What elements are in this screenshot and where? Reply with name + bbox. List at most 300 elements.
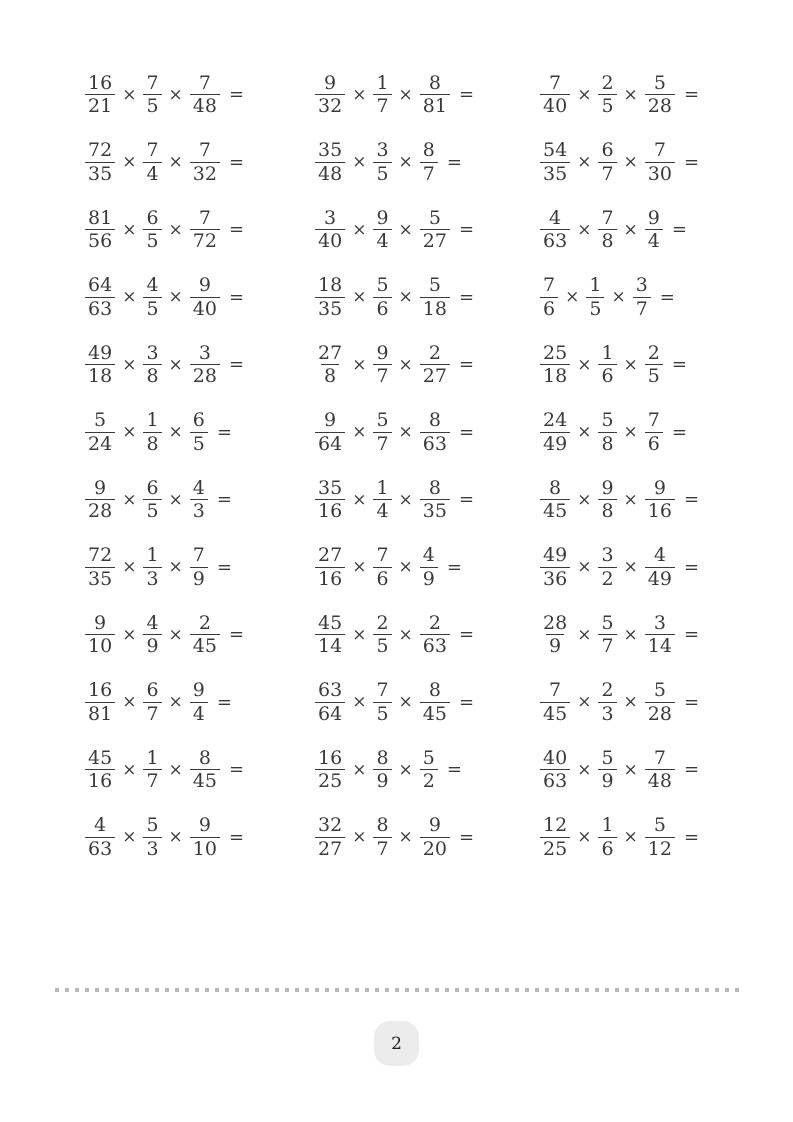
fraction-1-denominator: 63 bbox=[540, 769, 570, 792]
multiply-sign: × bbox=[577, 827, 592, 848]
fraction-2-denominator: 2 bbox=[598, 567, 616, 590]
fraction-1-numerator: 81 bbox=[88, 206, 113, 229]
fraction-1 bbox=[540, 140, 570, 184]
fraction-3 bbox=[420, 343, 450, 387]
equals-sign: = bbox=[228, 624, 245, 646]
equals-sign: = bbox=[446, 759, 462, 781]
fraction-1 bbox=[540, 73, 570, 117]
fraction-multiplication-problem bbox=[540, 331, 770, 399]
fraction-3-numerator: 8 bbox=[428, 476, 441, 499]
fraction-1-denominator: 40 bbox=[540, 94, 570, 117]
fraction-2-denominator: 5 bbox=[373, 162, 391, 185]
fraction-3-denominator: 45 bbox=[190, 634, 220, 657]
multiply-sign: × bbox=[398, 84, 413, 105]
fraction-1-numerator: 9 bbox=[324, 409, 337, 432]
fraction-2 bbox=[143, 275, 161, 319]
fraction-2-denominator: 7 bbox=[598, 634, 616, 657]
fraction-2-numerator: 4 bbox=[146, 611, 159, 634]
fraction-2-denominator: 8 bbox=[598, 229, 616, 252]
fraction-3 bbox=[190, 343, 220, 387]
fraction-2-denominator: 5 bbox=[143, 297, 161, 320]
multiply-sign: × bbox=[623, 557, 638, 578]
fraction-2-denominator: 5 bbox=[143, 94, 161, 117]
fraction-3-numerator: 9 bbox=[192, 679, 205, 702]
equals-sign: = bbox=[458, 826, 475, 848]
multiply-sign: × bbox=[577, 84, 592, 105]
multiply-sign: × bbox=[577, 489, 592, 510]
fraction-3-numerator: 5 bbox=[653, 679, 666, 702]
fraction-3-denominator: 10 bbox=[190, 837, 220, 860]
multiply-sign: × bbox=[352, 692, 367, 713]
equals-sign: = bbox=[671, 354, 687, 376]
fraction-1 bbox=[85, 545, 115, 589]
fraction-1-denominator: 36 bbox=[540, 567, 570, 590]
fraction-1-denominator: 40 bbox=[315, 229, 345, 252]
fraction-1-denominator: 9 bbox=[546, 634, 564, 657]
fraction-3 bbox=[645, 208, 663, 252]
equals-sign: = bbox=[228, 759, 245, 781]
multiply-sign: × bbox=[398, 827, 413, 848]
fraction-2-numerator: 3 bbox=[601, 544, 614, 567]
fraction-multiplication-problem bbox=[85, 601, 315, 669]
fraction-1-numerator: 16 bbox=[318, 746, 343, 769]
fraction-multiplication-problem bbox=[540, 534, 770, 602]
equals-sign: = bbox=[683, 151, 700, 173]
multiply-sign: × bbox=[623, 84, 638, 105]
fraction-3-numerator: 9 bbox=[198, 814, 211, 837]
fraction-2-numerator: 1 bbox=[146, 409, 159, 432]
fraction-multiplication-problem bbox=[315, 804, 540, 872]
fraction-3-denominator: 28 bbox=[645, 702, 675, 725]
multiply-sign: × bbox=[623, 827, 638, 848]
fraction-1-denominator: 81 bbox=[85, 702, 115, 725]
fraction-3 bbox=[420, 815, 450, 859]
fraction-1-denominator: 14 bbox=[315, 634, 345, 657]
fraction-2-numerator: 6 bbox=[146, 679, 159, 702]
fraction-1-denominator: 16 bbox=[315, 499, 345, 522]
fraction-2 bbox=[373, 140, 391, 184]
fraction-1-numerator: 64 bbox=[88, 274, 113, 297]
fraction-3-numerator: 4 bbox=[422, 544, 435, 567]
fraction-1-numerator: 63 bbox=[318, 679, 343, 702]
fraction-2-denominator: 6 bbox=[373, 297, 391, 320]
fraction-2-numerator: 6 bbox=[146, 206, 159, 229]
fraction-3 bbox=[190, 613, 220, 657]
fraction-3-denominator: 20 bbox=[420, 837, 450, 860]
fraction-1-denominator: 64 bbox=[315, 432, 345, 455]
fraction-1 bbox=[315, 73, 345, 117]
fraction-2 bbox=[143, 613, 161, 657]
fraction-3 bbox=[645, 613, 675, 657]
fraction-2 bbox=[143, 208, 161, 252]
fraction-2 bbox=[143, 815, 161, 859]
fraction-2-numerator: 1 bbox=[601, 341, 614, 364]
fraction-3 bbox=[645, 73, 675, 117]
fraction-1 bbox=[315, 343, 345, 387]
fraction-2-denominator: 9 bbox=[143, 634, 161, 657]
fraction-1-numerator: 72 bbox=[88, 139, 113, 162]
fraction-multiplication-problem bbox=[315, 601, 540, 669]
fraction-1-numerator: 9 bbox=[94, 611, 107, 634]
fraction-1 bbox=[85, 208, 115, 252]
fraction-2 bbox=[143, 478, 161, 522]
multiply-sign: × bbox=[122, 84, 137, 105]
multiply-sign: × bbox=[565, 287, 580, 308]
multiply-sign: × bbox=[577, 759, 592, 780]
equals-sign: = bbox=[458, 219, 475, 241]
fraction-2-denominator: 4 bbox=[143, 162, 161, 185]
fraction-3 bbox=[645, 545, 675, 589]
fraction-3-denominator: 63 bbox=[420, 634, 450, 657]
multiply-sign: × bbox=[122, 624, 137, 645]
equals-sign: = bbox=[216, 421, 232, 443]
fraction-1-denominator: 18 bbox=[540, 364, 570, 387]
fraction-2-denominator: 8 bbox=[143, 364, 161, 387]
fraction-3-denominator: 18 bbox=[420, 297, 450, 320]
fraction-multiplication-problem bbox=[540, 399, 770, 467]
fraction-3 bbox=[420, 545, 438, 589]
fraction-1 bbox=[85, 73, 115, 117]
fraction-1-numerator: 7 bbox=[549, 679, 562, 702]
fraction-1-numerator: 72 bbox=[88, 544, 113, 567]
dotted-divider bbox=[55, 988, 741, 992]
fraction-3-numerator: 9 bbox=[647, 206, 660, 229]
fraction-3 bbox=[645, 815, 675, 859]
multiply-sign: × bbox=[623, 354, 638, 375]
fraction-3-numerator: 8 bbox=[428, 679, 441, 702]
fraction-multiplication-problem bbox=[315, 196, 540, 264]
fraction-3-denominator: 35 bbox=[420, 499, 450, 522]
fraction-3 bbox=[420, 680, 450, 724]
fraction-2-denominator: 9 bbox=[598, 769, 616, 792]
fraction-3-denominator: 3 bbox=[190, 499, 208, 522]
multiply-sign: × bbox=[623, 219, 638, 240]
fraction-3 bbox=[420, 140, 438, 184]
fraction-2-numerator: 7 bbox=[376, 679, 389, 702]
multiply-sign: × bbox=[623, 692, 638, 713]
fraction-1-denominator: 32 bbox=[315, 94, 345, 117]
fraction-3-denominator: 16 bbox=[645, 499, 675, 522]
fraction-1-numerator: 27 bbox=[318, 341, 343, 364]
fraction-2 bbox=[598, 343, 616, 387]
fraction-1 bbox=[315, 680, 345, 724]
fraction-2-numerator: 9 bbox=[601, 476, 614, 499]
fraction-1 bbox=[540, 545, 570, 589]
fraction-1-numerator: 8 bbox=[549, 476, 562, 499]
fraction-2 bbox=[598, 613, 616, 657]
fraction-1 bbox=[85, 613, 115, 657]
fraction-1-numerator: 7 bbox=[543, 274, 556, 297]
equals-sign: = bbox=[458, 624, 475, 646]
fraction-1-denominator: 6 bbox=[540, 297, 558, 320]
fraction-1 bbox=[85, 410, 115, 454]
fraction-3-denominator: 28 bbox=[645, 94, 675, 117]
equals-sign: = bbox=[216, 556, 232, 578]
multiply-sign: × bbox=[352, 287, 367, 308]
equals-sign: = bbox=[216, 489, 232, 511]
fraction-3-denominator: 5 bbox=[190, 432, 208, 455]
fraction-1 bbox=[315, 613, 345, 657]
equals-sign: = bbox=[458, 84, 475, 106]
fraction-2-denominator: 7 bbox=[373, 94, 391, 117]
fraction-multiplication-problem bbox=[540, 601, 770, 669]
fraction-1 bbox=[540, 275, 558, 319]
fraction-3-denominator: 81 bbox=[420, 94, 450, 117]
fraction-1-denominator: 63 bbox=[85, 837, 115, 860]
fraction-2-denominator: 5 bbox=[598, 94, 616, 117]
fraction-2 bbox=[143, 680, 161, 724]
fraction-2-numerator: 5 bbox=[601, 746, 614, 769]
fraction-multiplication-problem bbox=[85, 399, 315, 467]
fraction-3-denominator: 4 bbox=[645, 229, 663, 252]
fraction-2 bbox=[143, 140, 161, 184]
fraction-2-denominator: 7 bbox=[373, 432, 391, 455]
fraction-3-numerator: 8 bbox=[428, 409, 441, 432]
fraction-3-numerator: 7 bbox=[198, 71, 211, 94]
fraction-2 bbox=[143, 545, 161, 589]
fraction-2 bbox=[373, 275, 391, 319]
fraction-3-numerator: 5 bbox=[653, 71, 666, 94]
multiply-sign: × bbox=[352, 84, 367, 105]
multiply-sign: × bbox=[122, 827, 137, 848]
fraction-multiplication-problem bbox=[540, 736, 770, 804]
fraction-2 bbox=[373, 748, 391, 792]
multiply-sign: × bbox=[352, 219, 367, 240]
fraction-1-numerator: 24 bbox=[543, 409, 568, 432]
fraction-1-denominator: 49 bbox=[540, 432, 570, 455]
fraction-1 bbox=[85, 815, 115, 859]
fraction-3-denominator: 45 bbox=[420, 702, 450, 725]
fraction-2 bbox=[598, 478, 616, 522]
fraction-3-denominator: 7 bbox=[420, 162, 438, 185]
fraction-multiplication-problem bbox=[85, 669, 315, 737]
fraction-3-denominator: 5 bbox=[645, 364, 663, 387]
fraction-1 bbox=[85, 275, 115, 319]
multiply-sign: × bbox=[352, 422, 367, 443]
fraction-1-denominator: 56 bbox=[85, 229, 115, 252]
fraction-2-numerator: 7 bbox=[601, 206, 614, 229]
multiply-sign: × bbox=[352, 759, 367, 780]
fraction-1-numerator: 3 bbox=[324, 206, 337, 229]
fraction-2-denominator: 3 bbox=[143, 837, 161, 860]
fraction-2 bbox=[598, 410, 616, 454]
multiply-sign: × bbox=[168, 489, 183, 510]
fraction-multiplication-problem bbox=[315, 264, 540, 332]
fraction-3-numerator: 9 bbox=[653, 476, 666, 499]
fraction-multiplication-problem bbox=[315, 669, 540, 737]
fraction-1-denominator: 63 bbox=[85, 297, 115, 320]
fraction-3-denominator: 9 bbox=[190, 567, 208, 590]
page-number-badge bbox=[374, 1021, 419, 1066]
fraction-3-denominator: 40 bbox=[190, 297, 220, 320]
fraction-2-denominator: 8 bbox=[598, 499, 616, 522]
equals-sign: = bbox=[671, 421, 687, 443]
fraction-1-denominator: 10 bbox=[85, 634, 115, 657]
fraction-3 bbox=[420, 208, 450, 252]
fraction-3 bbox=[645, 748, 675, 792]
multiply-sign: × bbox=[577, 219, 592, 240]
equals-sign: = bbox=[671, 219, 687, 241]
fraction-3 bbox=[420, 748, 438, 792]
multiply-sign: × bbox=[398, 422, 413, 443]
fraction-3 bbox=[190, 73, 220, 117]
fraction-1-denominator: 16 bbox=[85, 769, 115, 792]
fraction-3-numerator: 6 bbox=[192, 409, 205, 432]
fraction-3-numerator: 2 bbox=[198, 611, 211, 634]
fraction-1 bbox=[540, 208, 570, 252]
multiply-sign: × bbox=[352, 152, 367, 173]
multiply-sign: × bbox=[122, 354, 137, 375]
equals-sign: = bbox=[458, 354, 475, 376]
fraction-2 bbox=[373, 815, 391, 859]
fraction-3 bbox=[420, 478, 450, 522]
fraction-2 bbox=[598, 680, 616, 724]
fraction-3-denominator: 49 bbox=[645, 567, 675, 590]
fraction-2 bbox=[598, 748, 616, 792]
fraction-multiplication-problem bbox=[85, 264, 315, 332]
fraction-3-denominator: 45 bbox=[190, 769, 220, 792]
fraction-2-denominator: 7 bbox=[598, 162, 616, 185]
fraction-multiplication-problem bbox=[315, 466, 540, 534]
fraction-3 bbox=[190, 680, 208, 724]
equals-sign: = bbox=[228, 84, 245, 106]
fraction-1 bbox=[315, 208, 345, 252]
fraction-1-numerator: 9 bbox=[94, 476, 107, 499]
equals-sign: = bbox=[228, 826, 245, 848]
multiply-sign: × bbox=[168, 422, 183, 443]
equals-sign: = bbox=[458, 489, 475, 511]
fraction-2 bbox=[598, 815, 616, 859]
multiply-sign: × bbox=[168, 219, 183, 240]
fraction-3-denominator: 6 bbox=[645, 432, 663, 455]
fraction-multiplication-problem bbox=[85, 466, 315, 534]
multiply-sign: × bbox=[623, 152, 638, 173]
fraction-1 bbox=[540, 343, 570, 387]
fraction-3-numerator: 2 bbox=[428, 341, 441, 364]
fraction-3-denominator: 28 bbox=[190, 364, 220, 387]
fraction-1-denominator: 18 bbox=[85, 364, 115, 387]
fraction-multiplication-problem bbox=[85, 331, 315, 399]
fraction-3 bbox=[645, 343, 663, 387]
fraction-1-denominator: 35 bbox=[85, 567, 115, 590]
fraction-multiplication-problem bbox=[315, 736, 540, 804]
fraction-multiplication-problem bbox=[540, 804, 770, 872]
fraction-3-numerator: 5 bbox=[422, 746, 435, 769]
fraction-3 bbox=[645, 478, 675, 522]
fraction-multiplication-problem bbox=[315, 534, 540, 602]
multiply-sign: × bbox=[122, 422, 137, 443]
multiply-sign: × bbox=[122, 759, 137, 780]
fraction-3-numerator: 5 bbox=[653, 814, 666, 837]
fraction-2-numerator: 5 bbox=[376, 274, 389, 297]
fraction-3-numerator: 9 bbox=[198, 274, 211, 297]
fraction-1 bbox=[315, 545, 345, 589]
fraction-3-denominator: 27 bbox=[420, 364, 450, 387]
fraction-2-denominator: 7 bbox=[373, 837, 391, 860]
fraction-3-numerator: 8 bbox=[198, 746, 211, 769]
fraction-3-numerator: 5 bbox=[428, 274, 441, 297]
fraction-1 bbox=[540, 478, 570, 522]
fraction-multiplication-problem bbox=[540, 669, 770, 737]
fraction-multiplication-problem bbox=[85, 804, 315, 872]
fraction-3-denominator: 32 bbox=[190, 162, 220, 185]
fraction-1-numerator: 5 bbox=[94, 409, 107, 432]
fraction-3 bbox=[190, 748, 220, 792]
fraction-3-denominator: 48 bbox=[190, 94, 220, 117]
fraction-2-denominator: 7 bbox=[143, 769, 161, 792]
multiply-sign: × bbox=[352, 827, 367, 848]
fraction-1 bbox=[315, 748, 345, 792]
fraction-1-numerator: 4 bbox=[549, 206, 562, 229]
fraction-2-numerator: 5 bbox=[601, 611, 614, 634]
fraction-2 bbox=[373, 478, 391, 522]
fraction-2-numerator: 2 bbox=[376, 611, 389, 634]
multiply-sign: × bbox=[122, 287, 137, 308]
fraction-1-denominator: 16 bbox=[315, 567, 345, 590]
fraction-3 bbox=[633, 275, 651, 319]
multiply-sign: × bbox=[168, 287, 183, 308]
fraction-multiplication-problem bbox=[315, 331, 540, 399]
fraction-2 bbox=[373, 545, 391, 589]
fraction-3-numerator: 7 bbox=[192, 544, 205, 567]
multiply-sign: × bbox=[577, 152, 592, 173]
fraction-2-denominator: 5 bbox=[143, 229, 161, 252]
multiply-sign: × bbox=[623, 422, 638, 443]
equals-sign: = bbox=[216, 691, 232, 713]
fraction-2-denominator: 4 bbox=[373, 499, 391, 522]
multiply-sign: × bbox=[398, 354, 413, 375]
fraction-3 bbox=[190, 275, 220, 319]
fraction-3 bbox=[190, 478, 208, 522]
equals-sign: = bbox=[458, 691, 475, 713]
fraction-2 bbox=[143, 73, 161, 117]
fraction-2-denominator: 3 bbox=[598, 702, 616, 725]
fraction-1-denominator: 35 bbox=[315, 297, 345, 320]
fraction-1-numerator: 25 bbox=[543, 341, 568, 364]
fraction-2 bbox=[373, 208, 391, 252]
fraction-3-numerator: 7 bbox=[653, 746, 666, 769]
fraction-1-numerator: 35 bbox=[318, 476, 343, 499]
fraction-3 bbox=[420, 613, 450, 657]
equals-sign: = bbox=[683, 759, 700, 781]
multiply-sign: × bbox=[623, 624, 638, 645]
fraction-2-numerator: 1 bbox=[146, 544, 159, 567]
problem-grid bbox=[85, 61, 770, 871]
fraction-3-numerator: 3 bbox=[635, 274, 648, 297]
fraction-1 bbox=[85, 680, 115, 724]
fraction-3-numerator: 2 bbox=[647, 341, 660, 364]
fraction-multiplication-problem bbox=[85, 129, 315, 197]
multiply-sign: × bbox=[168, 152, 183, 173]
equals-sign: = bbox=[683, 691, 700, 713]
fraction-1 bbox=[315, 140, 345, 184]
fraction-2-numerator: 6 bbox=[601, 139, 614, 162]
fraction-1 bbox=[540, 410, 570, 454]
multiply-sign: × bbox=[352, 354, 367, 375]
equals-sign: = bbox=[446, 556, 462, 578]
fraction-3 bbox=[645, 680, 675, 724]
fraction-2-numerator: 9 bbox=[376, 206, 389, 229]
fraction-2-numerator: 5 bbox=[146, 814, 159, 837]
fraction-2 bbox=[586, 275, 604, 319]
equals-sign: = bbox=[228, 354, 245, 376]
fraction-1 bbox=[85, 343, 115, 387]
fraction-2-numerator: 9 bbox=[376, 341, 389, 364]
multiply-sign: × bbox=[122, 692, 137, 713]
multiply-sign: × bbox=[577, 557, 592, 578]
equals-sign: = bbox=[683, 556, 700, 578]
fraction-2-numerator: 6 bbox=[146, 476, 159, 499]
